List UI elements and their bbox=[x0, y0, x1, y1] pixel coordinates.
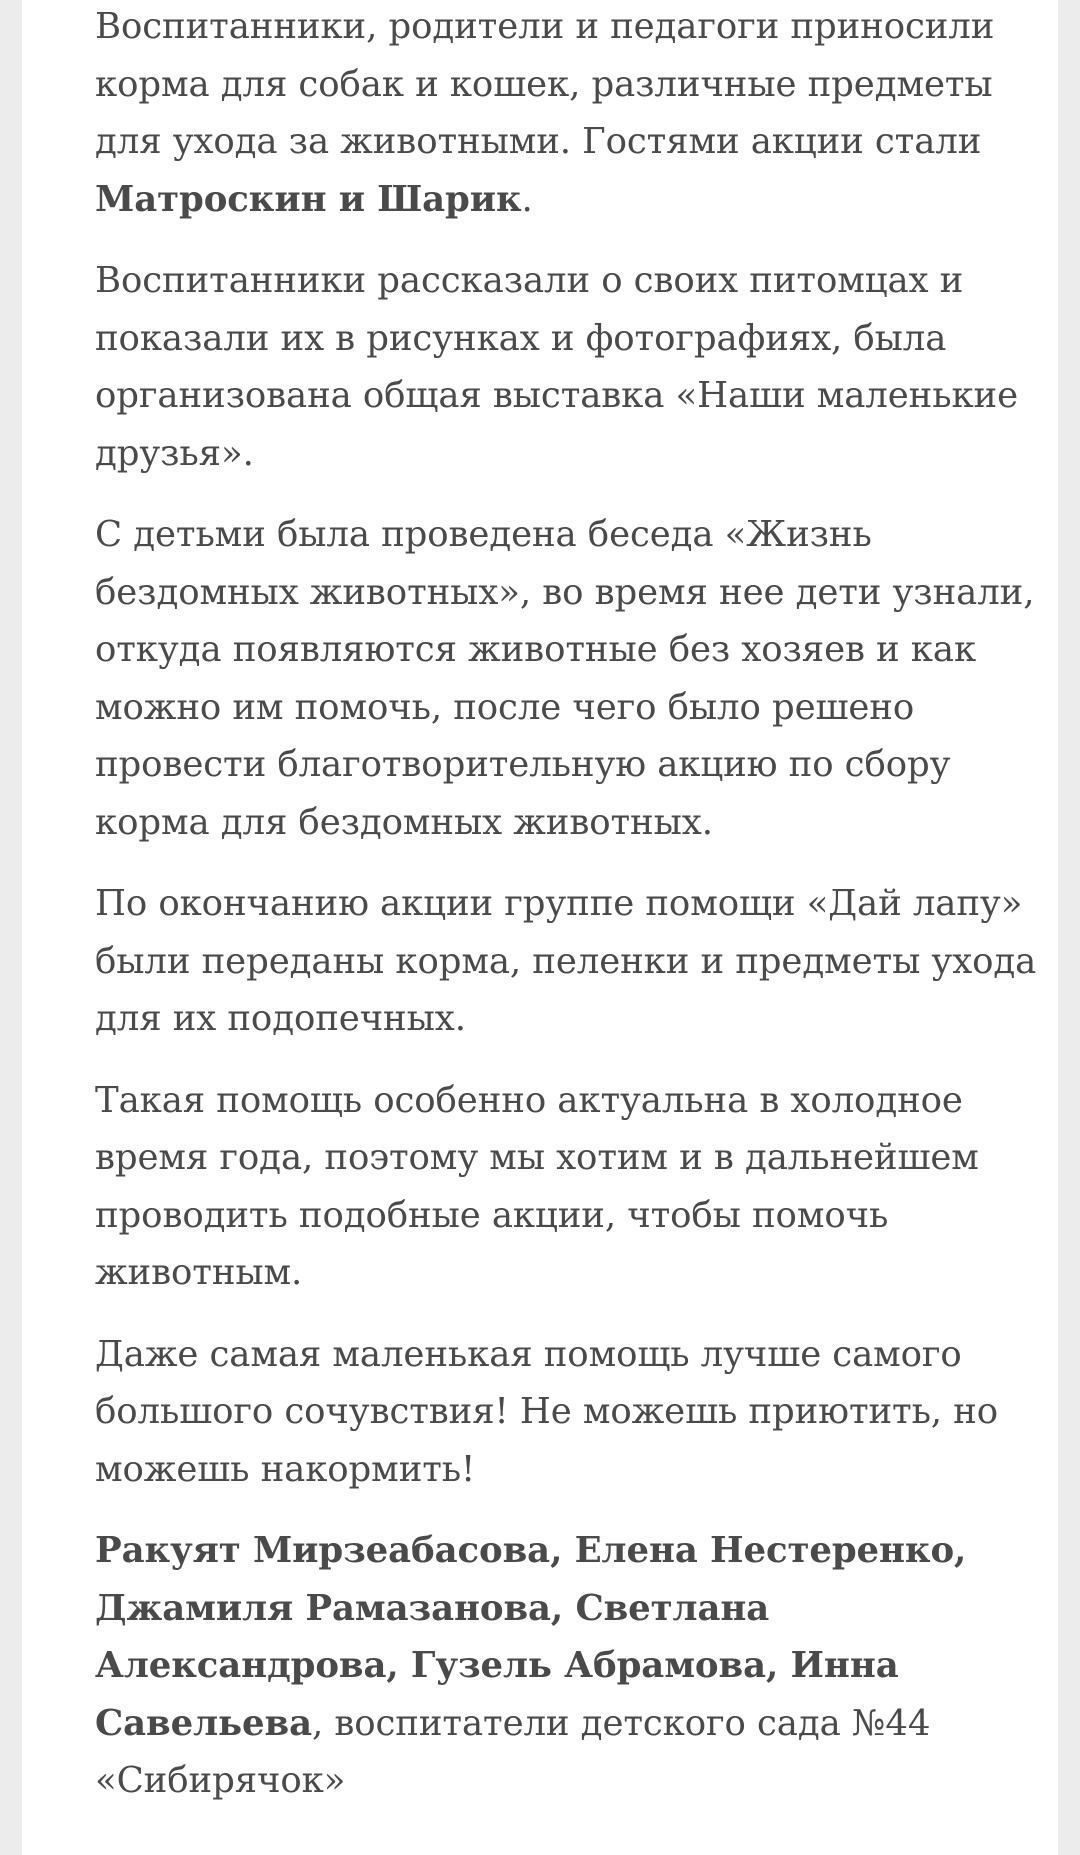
signature bbox=[95, 1522, 1045, 1810]
page-margin-left bbox=[0, 0, 22, 1855]
paragraph-2: Воспитанники рассказали о своих питомцах и показали их в рисунках и фотографиях, была организована общая выставка «Наши маленькие друзья». bbox=[95, 260, 1018, 474]
paragraph-1 bbox=[95, 0, 1045, 228]
author-role: , воспитатели детского сада №44 «Сибирячок» bbox=[95, 1702, 931, 1801]
paragraph-5: Такая помощь особенно актуальна в холодное время года, поэтому мы хотим и в дальнейшем проводить подобные акции, чтобы помочь животным. bbox=[95, 1079, 979, 1293]
guest-names: Матроскин и Шарик bbox=[95, 178, 522, 220]
paragraph-4: По окончанию акции группе помощи «Дай лапу» были переданы корма, пеленки и предметы ухода для их подопечных. bbox=[95, 883, 1037, 1039]
paragraph-1-text: Воспитанники, родители и педагоги приносили корма для собак и кошек, различные предметы для ухода за животными. Гостями акции стали bbox=[95, 6, 995, 162]
author-names: Ракуят Мирзеабасова, Елена Нестеренко, Джамиля Рамазанова, Светлана Александрова, Гузель Абрамова, Инна Савельева bbox=[95, 1530, 967, 1744]
article-body bbox=[95, 0, 1045, 1834]
paragraph-1-end: . bbox=[521, 178, 533, 220]
page-margin-right bbox=[1058, 0, 1080, 1855]
content-sheet bbox=[22, 0, 1058, 1855]
paragraph-3: С детьми была проведена беседа «Жизнь бездомных животных», во время нее дети узнали, откуда появляются животные без хозяев и как можно им помочь, после чего было решено провести благотворительную акцию по сбору корма для бездомных животных. bbox=[95, 514, 1035, 843]
paragraph-6: Даже самая маленькая помощь лучше самого большого сочувствия! Не можешь приютить, но можешь накормить! bbox=[95, 1333, 999, 1490]
